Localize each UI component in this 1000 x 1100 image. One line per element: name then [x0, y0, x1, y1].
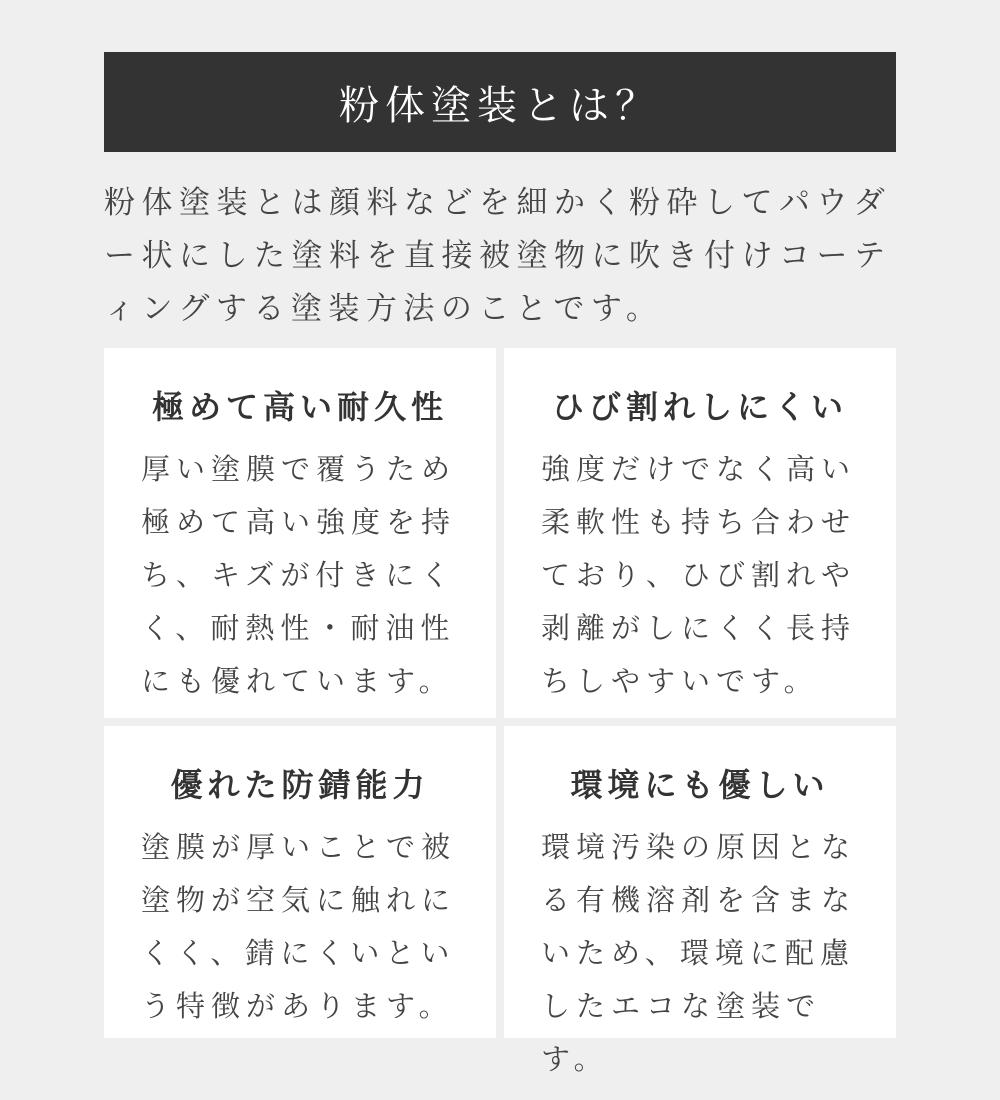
- feature-description: 強度だけでなく高い柔軟性も持ち合わせており、ひび割れや剥離がしにくく長持ちしやすいです。: [541, 452, 857, 698]
- feature-card-durability: [104, 348, 496, 718]
- feature-card-crack-resistance: [504, 348, 896, 718]
- feature-title: 環境にも優しい: [570, 766, 830, 804]
- intro-paragraph: 粉体塗装とは顔料などを細かく粉砕してパウダー状にした塗料を直接被塗物に吹き付けコーティングする塗装方法のことです。: [104, 185, 892, 327]
- feature-description: 環境汚染の原因となる有機溶剤を含まないため、環境に配慮したエコな塗装です。: [541, 830, 857, 1076]
- title-bar: [104, 52, 896, 152]
- feature-description: 厚い塗膜で覆うため極めて高い強度を持ち、キズが付きにくく、耐熱性・耐油性にも優れています。: [141, 452, 457, 698]
- feature-description: 塗膜が厚いことで被塗物が空気に触れにくく、錆にくいという特徴があります。: [141, 830, 457, 1023]
- feature-card-rust-prevention: [104, 726, 496, 1038]
- feature-title: ひび割れしにくい: [551, 388, 848, 426]
- page-title: 粉体塗装とは？: [339, 82, 661, 129]
- feature-title: 優れた防錆能力: [170, 766, 430, 804]
- feature-title: 極めて高い耐久性: [151, 388, 448, 426]
- feature-card-eco-friendly: [504, 726, 896, 1076]
